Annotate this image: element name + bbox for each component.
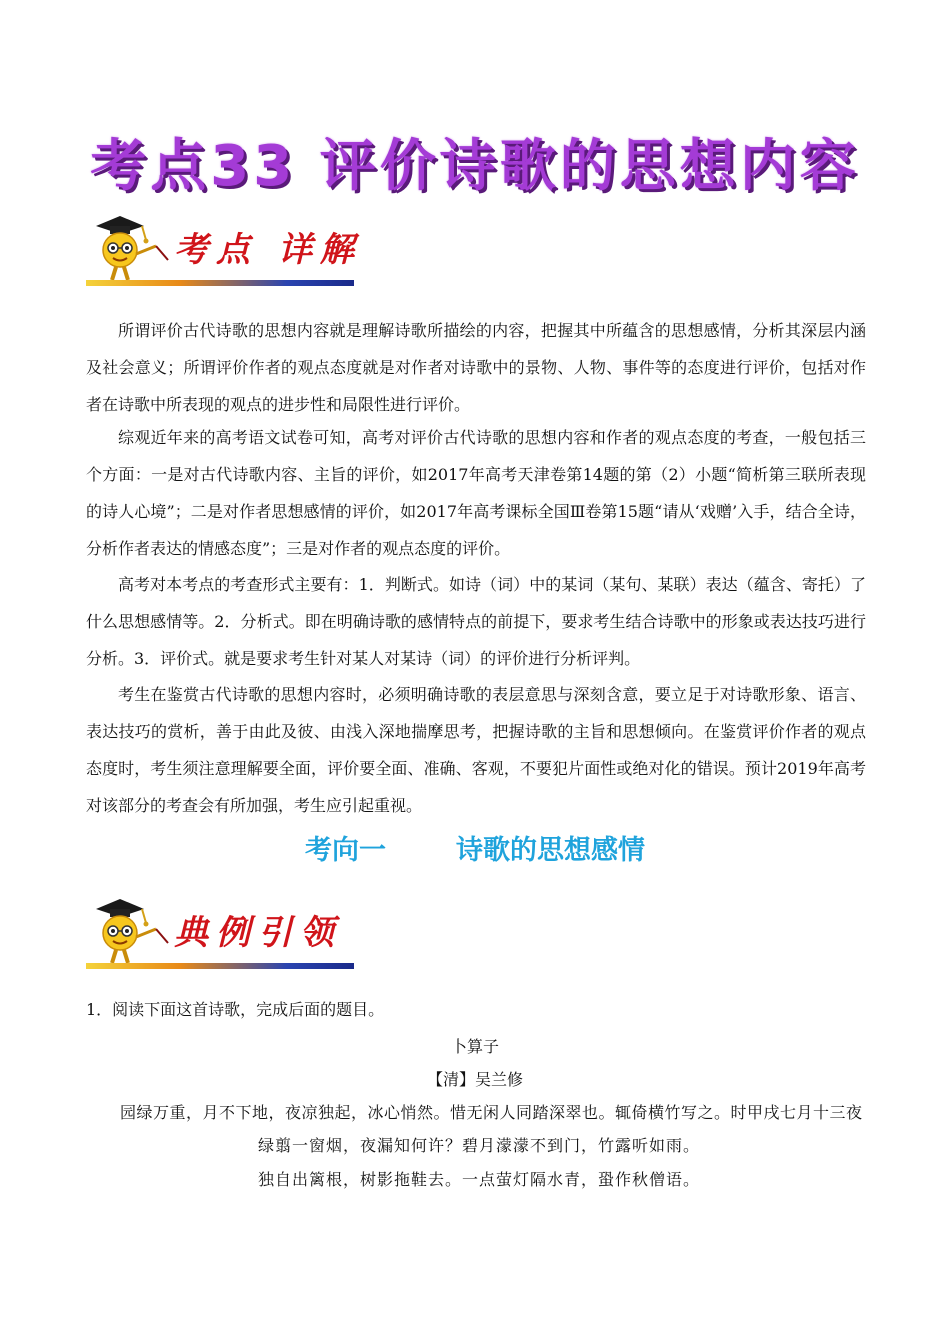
paragraph-2: 综观近年来的高考语文试卷可知，高考对评价古代诗歌的思想内容和作者的观点态度的考查，一般包括三个方面：一是对古代诗歌内容、主旨的评价，如2017年高考天津卷第14题的第（2）小题“简析第三联所表现的诗人心境”；二是对作者思想感情的评价，如2017年高考课标全国Ⅲ卷第15题“请从‘戏赠’入手，结合全诗，分析作者表达的情感态度”；三是对作者的观点态度的评价。 <box>86 428 866 558</box>
paragraph-3: 高考对本考点的考查形式主要有：1．判断式。如诗（词）中的某词（某句、某联）表达（蕴含、寄托）了什么思想感情等。2．分析式。即在明确诗歌的感情特点的前提下，要求考生结合诗歌中的形象或表达技巧进行分析。3．评价式。就是要求考生针对某人对某诗（词）的评价进行分析评判。 <box>86 575 866 668</box>
mascot-icon <box>86 895 176 973</box>
section-title: 诗歌的思想感情 <box>456 835 645 866</box>
section-number: 考向一 <box>305 835 386 866</box>
mascot-icon <box>86 212 176 290</box>
banner-title: 考点 详解 <box>174 230 362 270</box>
banner-underline <box>86 963 354 969</box>
question-prompt: 1．阅读下面这首诗歌，完成后面的题目。 <box>86 1000 385 1019</box>
poem-title: 卜算子 <box>450 1037 499 1056</box>
banner-title: 典例引领 <box>174 913 342 953</box>
paragraph-1: 所谓评价古代诗歌的思想内容就是理解诗歌所描绘的内容，把握其中所蕴含的思想感情，分析其深层内涵及社会意义；所谓评价作者的观点态度就是对作者对诗歌中的景物、人物、事件等的态度进行评价，包括对作者在诗歌中所表现的观点的进步性和局限性进行评价。 <box>86 321 866 414</box>
page-title: 考点33 评价诗歌的思想内容 <box>90 134 860 199</box>
paragraph-4: 考生在鉴赏古代诗歌的思想内容时，必须明确诗歌的表层意思与深刻含意，要立足于对诗歌形象、语言、表达技巧的赏析，善于由此及彼、由浅入深地揣摩思考，把握诗歌的主旨和思想倾向。在鉴赏评价作者的观点态度时，考生须注意理解要全面，评价要全面、准确、客观，不要犯片面性或绝对化的错误。预计2019年高考对该部分的考查会有所加强，考生应引起重视。 <box>86 685 866 815</box>
poem-line: 独自出篱根，树影拖鞋去。一点萤灯隔水青，蛩作秋僧语。 <box>258 1170 701 1189</box>
section-banner-example <box>86 895 356 973</box>
poem-preface: 园绿万重，月不下地，夜凉独起，冰心悄然。惜无闲人同踏深翠也。辄倚横竹写之。时甲戌七月十三夜 <box>120 1103 863 1122</box>
section-heading <box>0 828 950 867</box>
section-banner-detail <box>86 212 362 290</box>
poem-author: 【清】吴兰修 <box>426 1070 523 1089</box>
poem-line: 绿翦一窗烟，夜漏知何许？碧月濛濛不到门，竹露听如雨。 <box>258 1136 701 1155</box>
banner-underline <box>86 280 354 286</box>
